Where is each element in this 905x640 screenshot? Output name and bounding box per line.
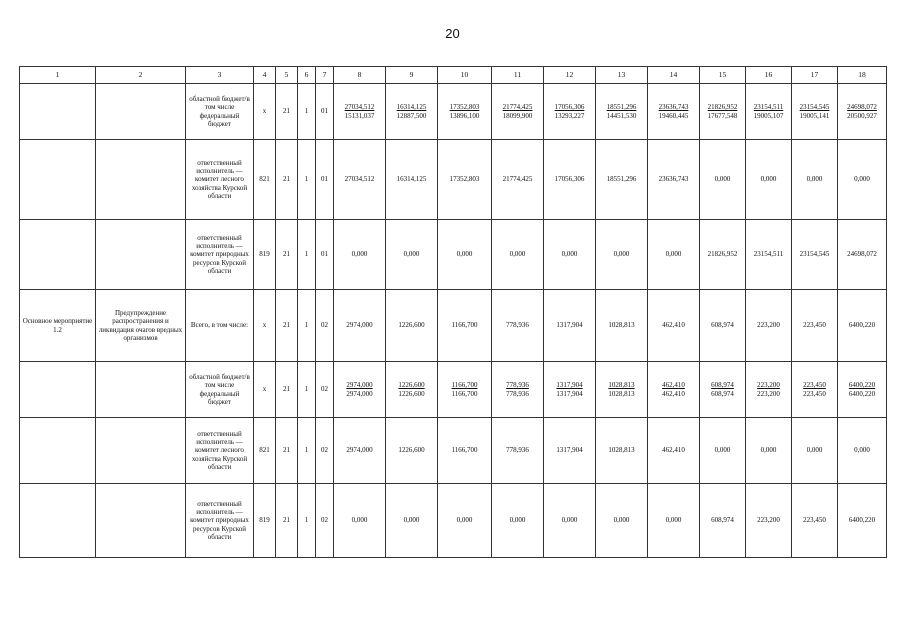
- column-header: 3: [186, 67, 254, 84]
- event-name-cell: [20, 418, 96, 484]
- code-cell: 1: [298, 418, 316, 484]
- amount-cell: 0,000: [648, 484, 700, 558]
- event-description-cell: [96, 84, 186, 140]
- column-header: 16: [746, 67, 792, 84]
- amount-total: 18551,296: [606, 103, 637, 112]
- table-row: [20, 220, 887, 290]
- code-cell: x: [254, 362, 276, 418]
- amount-cell: [596, 362, 648, 418]
- amount-federal: 13896,100: [449, 111, 480, 120]
- amount-cell: 0,000: [746, 140, 792, 220]
- amount-cell: 223,450: [792, 290, 838, 362]
- table-row: [20, 362, 887, 418]
- funding-source-cell: ответственный исполнитель — комитет природных ресурсов Курской области: [186, 484, 254, 558]
- code-cell: 1: [298, 484, 316, 558]
- amount-cell: 1166,700: [438, 418, 492, 484]
- code-cell: 21: [276, 362, 298, 418]
- column-header: 17: [792, 67, 838, 84]
- amount-cell: [544, 362, 596, 418]
- amount-total: 17352,803: [449, 103, 480, 112]
- column-header: 10: [438, 67, 492, 84]
- event-name-cell: [20, 484, 96, 558]
- amount-total: 1166,700: [451, 381, 478, 390]
- column-header: 5: [276, 67, 298, 84]
- amount-cell: 0,000: [596, 220, 648, 290]
- amount-total: 17056,306: [554, 103, 585, 112]
- amount-cell: 2974,000: [334, 290, 386, 362]
- amount-cell: 0,000: [838, 418, 887, 484]
- amount-cell: [596, 84, 648, 140]
- code-cell: 01: [316, 140, 334, 220]
- code-cell: 02: [316, 418, 334, 484]
- amount-total: 462,410: [662, 381, 685, 390]
- budget-table: [19, 66, 887, 558]
- code-cell: 1: [298, 220, 316, 290]
- amount-federal: 223,200: [757, 389, 780, 398]
- table-row: [20, 484, 887, 558]
- event-name-cell: [20, 84, 96, 140]
- amount-cell: 1317,904: [544, 290, 596, 362]
- amount-cell: 608,974: [700, 290, 746, 362]
- table-row: [20, 84, 887, 140]
- code-cell: 1: [298, 140, 316, 220]
- amount-cell: [648, 84, 700, 140]
- amount-total: 21826,952: [707, 103, 738, 112]
- amount-cell: [492, 362, 544, 418]
- amount-total: 16314,125: [396, 103, 427, 112]
- column-header: 1: [20, 67, 96, 84]
- amount-federal: 20500,927: [847, 111, 877, 120]
- event-description-cell: Предупреждение распространения и ликвидация очагов вредных организмов: [96, 290, 186, 362]
- amount-cell: 18551,296: [596, 140, 648, 220]
- amount-total: 778,936: [506, 381, 529, 390]
- amount-total: 223,450: [803, 381, 826, 390]
- amount-cell: 1028,813: [596, 290, 648, 362]
- amount-federal: 14451,530: [606, 111, 637, 120]
- amount-cell: 0,000: [438, 220, 492, 290]
- amount-federal: 13293,227: [554, 111, 585, 120]
- column-header: 4: [254, 67, 276, 84]
- column-header: 11: [492, 67, 544, 84]
- amount-cell: 778,936: [492, 418, 544, 484]
- amount-cell: 0,000: [386, 220, 438, 290]
- amount-federal: 1226,600: [398, 389, 425, 398]
- amount-cell: 27034,512: [334, 140, 386, 220]
- amount-federal: 608,974: [711, 389, 734, 398]
- amount-cell: [746, 84, 792, 140]
- amount-cell: [792, 362, 838, 418]
- amount-federal: 19005,107: [753, 111, 784, 120]
- amount-cell: 223,200: [746, 484, 792, 558]
- amount-cell: [438, 84, 492, 140]
- column-header: 8: [334, 67, 386, 84]
- event-description-cell: [96, 140, 186, 220]
- amount-cell: 1028,813: [596, 418, 648, 484]
- amount-cell: 0,000: [386, 484, 438, 558]
- amount-cell: 16314,125: [386, 140, 438, 220]
- amount-cell: 1166,700: [438, 290, 492, 362]
- amount-federal: 12887,500: [396, 111, 427, 120]
- amount-cell: [838, 362, 887, 418]
- amount-cell: 608,974: [700, 484, 746, 558]
- amount-cell: 223,200: [746, 290, 792, 362]
- code-cell: 21: [276, 484, 298, 558]
- page-number: 20: [445, 26, 460, 41]
- amount-cell: 23636,743: [648, 140, 700, 220]
- amount-total: 1226,600: [398, 381, 425, 390]
- amount-total: 24698,072: [847, 103, 877, 112]
- amount-federal: 19005,141: [799, 111, 830, 120]
- amount-total: 2974,000: [346, 381, 373, 390]
- amount-total: 27034,512: [344, 103, 375, 112]
- event-description-cell: [96, 362, 186, 418]
- amount-cell: 0,000: [596, 484, 648, 558]
- code-cell: x: [254, 290, 276, 362]
- funding-source-cell: ответственный исполнитель — комитет природных ресурсов Курской области: [186, 220, 254, 290]
- amount-total: 223,200: [757, 381, 780, 390]
- amount-cell: 462,410: [648, 290, 700, 362]
- event-name-cell: [20, 220, 96, 290]
- amount-federal: 15131,037: [344, 111, 375, 120]
- code-cell: 02: [316, 362, 334, 418]
- amount-cell: 778,936: [492, 290, 544, 362]
- code-cell: 821: [254, 418, 276, 484]
- column-header: 14: [648, 67, 700, 84]
- amount-cell: 0,000: [792, 140, 838, 220]
- amount-federal: 462,410: [662, 389, 685, 398]
- amount-federal: 223,450: [803, 389, 826, 398]
- amount-cell: [648, 362, 700, 418]
- column-header: 2: [96, 67, 186, 84]
- amount-cell: [386, 84, 438, 140]
- amount-cell: 0,000: [334, 220, 386, 290]
- code-cell: 1: [298, 290, 316, 362]
- event-name-cell: [20, 140, 96, 220]
- funding-source-cell: областной бюджет/в том числе федеральный бюджет: [186, 84, 254, 140]
- amount-total: 1028,813: [608, 381, 635, 390]
- amount-total: 1317,904: [556, 381, 583, 390]
- funding-source-cell: Всего, в том числе:: [186, 290, 254, 362]
- column-header: 18: [838, 67, 887, 84]
- amount-cell: 23154,511: [746, 220, 792, 290]
- amount-cell: 462,410: [648, 418, 700, 484]
- code-cell: 21: [276, 140, 298, 220]
- amount-cell: 23154,545: [792, 220, 838, 290]
- code-cell: 821: [254, 140, 276, 220]
- amount-cell: 21826,952: [700, 220, 746, 290]
- code-cell: 02: [316, 484, 334, 558]
- amount-cell: 6400,220: [838, 290, 887, 362]
- amount-total: 23154,511: [753, 103, 784, 112]
- amount-cell: 17056,306: [544, 140, 596, 220]
- amount-federal: 1166,700: [451, 389, 478, 398]
- amount-cell: 0,000: [544, 484, 596, 558]
- amount-total: 23154,545: [799, 103, 830, 112]
- amount-cell: 0,000: [746, 418, 792, 484]
- amount-cell: [386, 362, 438, 418]
- amount-cell: 0,000: [492, 484, 544, 558]
- column-header: 7: [316, 67, 334, 84]
- amount-cell: 6400,220: [838, 484, 887, 558]
- event-name-cell: Основное мероприятие 1.2: [20, 290, 96, 362]
- event-name-cell: [20, 362, 96, 418]
- amount-cell: 0,000: [648, 220, 700, 290]
- amount-cell: [700, 362, 746, 418]
- amount-cell: 0,000: [334, 484, 386, 558]
- amount-cell: [492, 84, 544, 140]
- table-row: [20, 290, 887, 362]
- amount-cell: [438, 362, 492, 418]
- amount-cell: 2974,000: [334, 418, 386, 484]
- column-header: 15: [700, 67, 746, 84]
- amount-cell: 0,000: [700, 140, 746, 220]
- amount-total: 23636,743: [658, 103, 689, 112]
- amount-cell: [746, 362, 792, 418]
- amount-total: 6400,220: [848, 381, 876, 390]
- code-cell: 21: [276, 220, 298, 290]
- amount-cell: 1226,600: [386, 418, 438, 484]
- table-header-row: [20, 67, 887, 84]
- funding-source-cell: областной бюджет/в том числе федеральный бюджет: [186, 362, 254, 418]
- amount-federal: 778,936: [506, 389, 529, 398]
- amount-federal: 2974,000: [346, 389, 373, 398]
- amount-cell: [700, 84, 746, 140]
- amount-cell: [792, 84, 838, 140]
- amount-cell: 0,000: [492, 220, 544, 290]
- code-cell: 819: [254, 484, 276, 558]
- amount-cell: 21774,425: [492, 140, 544, 220]
- amount-cell: 1226,600: [386, 290, 438, 362]
- amount-federal: 19460,445: [658, 111, 689, 120]
- amount-cell: [838, 84, 887, 140]
- code-cell: 21: [276, 418, 298, 484]
- amount-cell: [544, 84, 596, 140]
- amount-federal: 17677,548: [707, 111, 738, 120]
- amount-cell: 0,000: [438, 484, 492, 558]
- table-row: [20, 140, 887, 220]
- amount-cell: 0,000: [838, 140, 887, 220]
- column-header: 13: [596, 67, 648, 84]
- code-cell: x: [254, 84, 276, 140]
- amount-cell: 17352,803: [438, 140, 492, 220]
- funding-source-cell: ответственный исполнитель — комитет лесного хозяйства Курской области: [186, 418, 254, 484]
- amount-cell: [334, 84, 386, 140]
- funding-source-cell: ответственный исполнитель — комитет лесного хозяйства Курской области: [186, 140, 254, 220]
- amount-cell: 0,000: [700, 418, 746, 484]
- table-row: [20, 418, 887, 484]
- code-cell: 21: [276, 290, 298, 362]
- amount-total: 21774,425: [502, 103, 533, 112]
- event-description-cell: [96, 484, 186, 558]
- amount-cell: 223,450: [792, 484, 838, 558]
- event-description-cell: [96, 220, 186, 290]
- amount-cell: 24698,072: [838, 220, 887, 290]
- code-cell: 21: [276, 84, 298, 140]
- amount-federal: 1028,813: [608, 389, 635, 398]
- amount-cell: 0,000: [792, 418, 838, 484]
- amount-federal: 1317,904: [556, 389, 583, 398]
- code-cell: 01: [316, 220, 334, 290]
- column-header: 9: [386, 67, 438, 84]
- amount-cell: 1317,904: [544, 418, 596, 484]
- column-header: 6: [298, 67, 316, 84]
- code-cell: 1: [298, 362, 316, 418]
- amount-cell: [334, 362, 386, 418]
- event-description-cell: [96, 418, 186, 484]
- code-cell: 02: [316, 290, 334, 362]
- code-cell: 01: [316, 84, 334, 140]
- amount-cell: 0,000: [544, 220, 596, 290]
- amount-federal: 6400,220: [848, 389, 876, 398]
- code-cell: 1: [298, 84, 316, 140]
- code-cell: 819: [254, 220, 276, 290]
- column-header: 12: [544, 67, 596, 84]
- amount-total: 608,974: [711, 381, 734, 390]
- amount-federal: 18099,900: [502, 111, 533, 120]
